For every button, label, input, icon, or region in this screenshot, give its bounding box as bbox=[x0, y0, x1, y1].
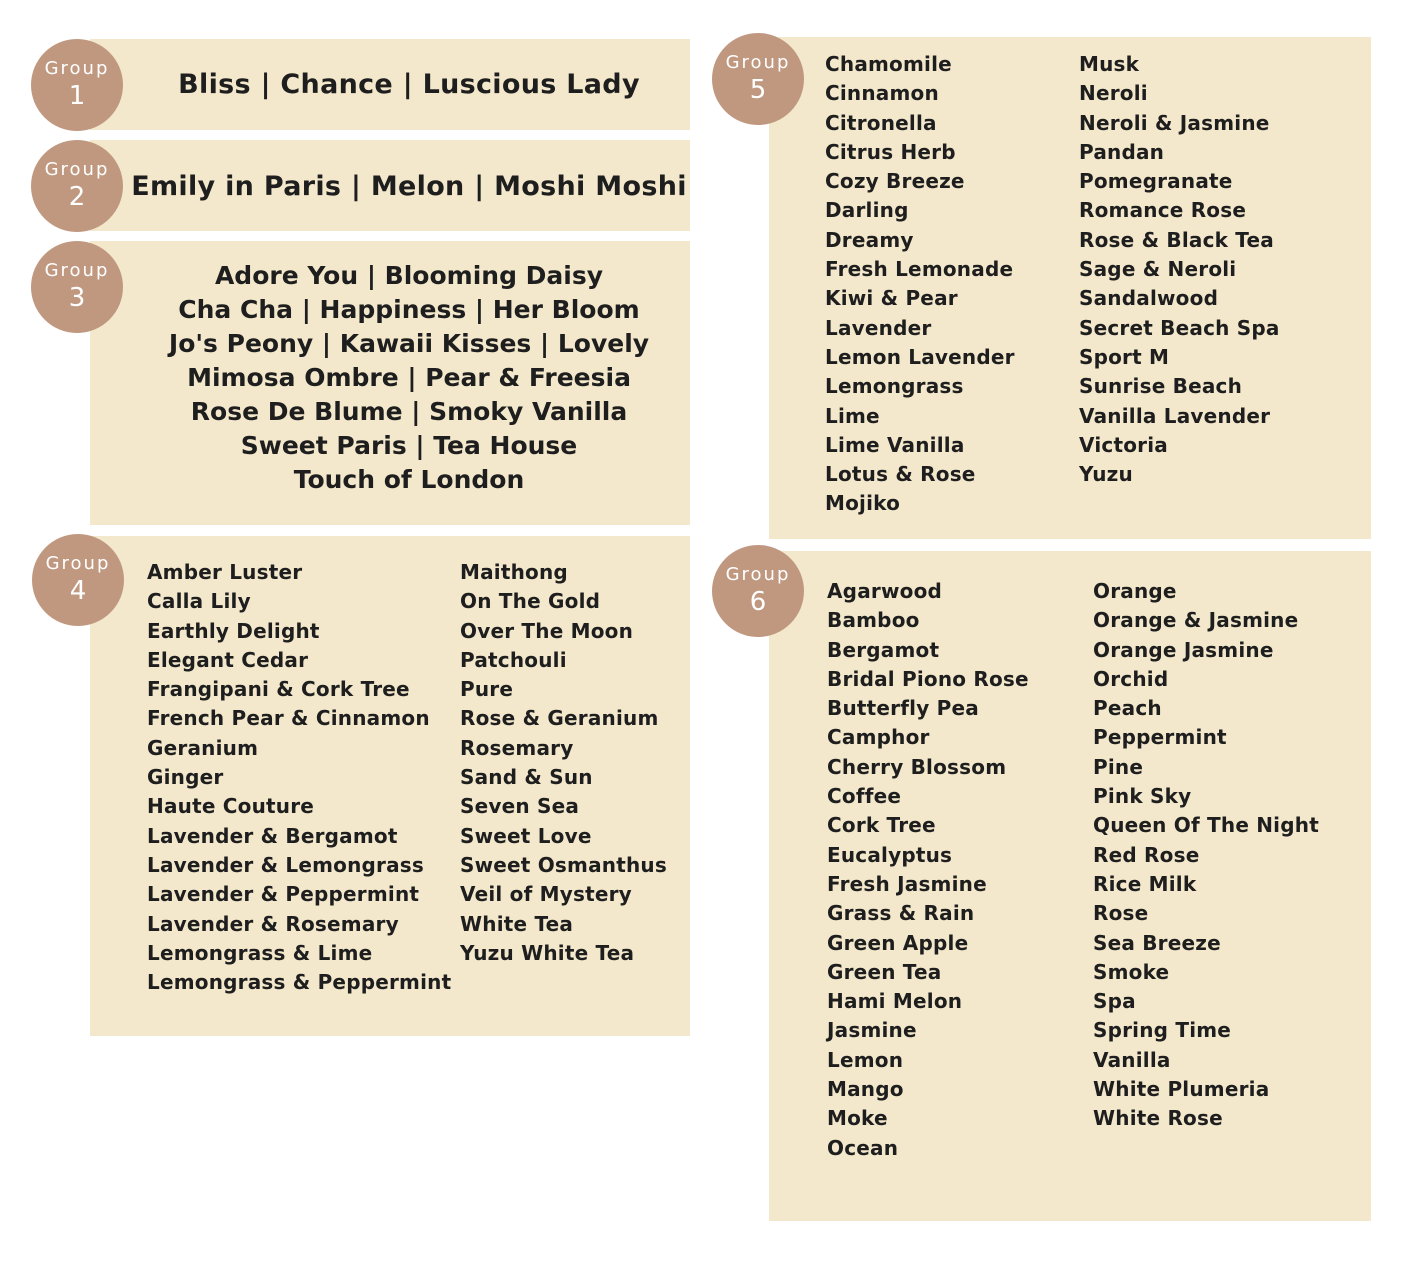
scent-item: Pure bbox=[460, 677, 514, 702]
group-badge-label: Group bbox=[725, 52, 791, 73]
scent-item: Queen Of The Night bbox=[1093, 813, 1319, 838]
scent-item: Peppermint bbox=[1093, 725, 1227, 750]
scent-item: Lavender & Peppermint bbox=[147, 882, 420, 907]
scent-item: Calla Lily bbox=[147, 589, 251, 614]
scent-item: Neroli bbox=[1079, 81, 1148, 106]
group-1-panel bbox=[90, 39, 690, 130]
scent-item: Sandalwood bbox=[1079, 286, 1219, 311]
scent-item: Bergamot bbox=[827, 637, 940, 662]
scent-item: Eucalyptus bbox=[827, 842, 953, 867]
group-3-line: Cha Cha | Happiness | Her Bloom bbox=[178, 295, 640, 324]
scent-item: Fresh Jasmine bbox=[827, 871, 987, 896]
group-4-panel bbox=[90, 536, 690, 1036]
scent-item: Frangipani & Cork Tree bbox=[147, 677, 410, 702]
scent-item: Pink Sky bbox=[1093, 784, 1192, 809]
scent-item: White Rose bbox=[1093, 1106, 1223, 1131]
scent-item: Lemongrass bbox=[825, 374, 964, 399]
group-3-line: Sweet Paris | Tea House bbox=[240, 431, 578, 460]
scent-item: Spring Time bbox=[1093, 1018, 1232, 1043]
scent-item: Sage & Neroli bbox=[1079, 257, 1237, 282]
scent-item: Lavender & Lemongrass bbox=[147, 852, 425, 877]
group-1-names: Bliss | Chance | Luscious Lady bbox=[178, 69, 640, 100]
scent-item: Butterfly Pea bbox=[827, 696, 979, 721]
scent-item: Lemongrass & Lime bbox=[147, 940, 373, 965]
group-3-line: Rose De Blume | Smoky Vanilla bbox=[190, 397, 628, 426]
scent-item: Peach bbox=[1093, 696, 1162, 721]
scent-item: Maithong bbox=[460, 560, 568, 584]
scent-item: Secret Beach Spa bbox=[1079, 315, 1280, 340]
scent-item: Lavender bbox=[825, 315, 932, 340]
group-5-column-1 bbox=[825, 50, 1015, 519]
scent-item: Amber Luster bbox=[147, 560, 303, 584]
group-3-line: Mimosa Ombre | Pear & Freesia bbox=[187, 363, 631, 392]
scent-item: Neroli & Jasmine bbox=[1079, 110, 1270, 135]
scent-item: Seven Sea bbox=[460, 794, 580, 819]
scent-item: Veil of Mystery bbox=[460, 882, 632, 907]
group-3-panel bbox=[90, 241, 690, 525]
group-badge-number: 5 bbox=[749, 75, 767, 105]
group-badge-label: Group bbox=[44, 260, 110, 281]
scent-item: Rose & Geranium bbox=[460, 706, 659, 731]
group-2-names: Emily in Paris | Melon | Moshi Moshi bbox=[131, 171, 687, 202]
scent-item: Green Apple bbox=[827, 930, 969, 955]
scent-item: Darling bbox=[825, 198, 909, 223]
group-badge-number: 3 bbox=[68, 283, 86, 313]
group-badge-number: 2 bbox=[68, 182, 86, 212]
scent-item: Orange bbox=[1093, 579, 1177, 603]
scent-item: White Plumeria bbox=[1093, 1077, 1270, 1102]
scent-item: Sweet Osmanthus bbox=[460, 852, 667, 877]
group-badge-label: Group bbox=[45, 553, 111, 574]
scent-item: Dreamy bbox=[825, 227, 914, 252]
scent-item: Rose & Black Tea bbox=[1079, 227, 1274, 252]
scent-item: Bridal Piono Rose bbox=[827, 666, 1029, 691]
group-4-column-2 bbox=[460, 558, 667, 968]
group-4-badge bbox=[32, 534, 124, 626]
scent-item: Citronella bbox=[825, 110, 937, 135]
scent-item: Lemon Lavender bbox=[825, 344, 1015, 369]
scent-item: Sunrise Beach bbox=[1079, 374, 1243, 399]
scent-item: Kiwi & Pear bbox=[825, 286, 958, 311]
scent-item: Orange Jasmine bbox=[1093, 637, 1274, 662]
scent-item: Vanilla bbox=[1093, 1047, 1171, 1072]
scent-item: Rosemary bbox=[460, 735, 574, 760]
scent-item: Sand & Sun bbox=[460, 765, 593, 790]
group-badge-label: Group bbox=[725, 564, 791, 585]
scent-item: Vanilla Lavender bbox=[1079, 403, 1271, 428]
scent-item: Jasmine bbox=[827, 1018, 917, 1043]
scent-item: Pandan bbox=[1079, 139, 1165, 164]
scent-item: Mango bbox=[827, 1077, 904, 1102]
scent-item: Rice Milk bbox=[1093, 871, 1197, 896]
scent-item: Elegant Cedar bbox=[147, 647, 309, 672]
group-6-badge bbox=[712, 545, 804, 637]
scent-item: Lotus & Rose bbox=[825, 462, 976, 487]
scent-item: Smoke bbox=[1093, 959, 1170, 984]
scent-item: Spa bbox=[1093, 989, 1136, 1014]
group-badge-label: Group bbox=[44, 58, 110, 79]
scent-item: Haute Couture bbox=[147, 794, 315, 819]
group-3-lines bbox=[90, 259, 690, 497]
group-3-badge bbox=[31, 241, 123, 333]
group-5-panel bbox=[769, 37, 1371, 539]
scent-item: Hami Melon bbox=[827, 989, 963, 1014]
scent-item: French Pear & Cinnamon bbox=[147, 706, 430, 731]
scent-item: Pomegranate bbox=[1079, 169, 1233, 194]
group-2-panel bbox=[90, 140, 690, 231]
scent-item: Agarwood bbox=[827, 579, 943, 603]
scent-item: Ocean bbox=[827, 1135, 899, 1160]
group-3-line: Touch of London bbox=[293, 465, 525, 494]
scent-item: Lemon bbox=[827, 1047, 904, 1072]
scent-item: White Tea bbox=[460, 911, 574, 936]
group-6-column-1 bbox=[827, 577, 1029, 1163]
scent-item: Geranium bbox=[147, 735, 259, 760]
scent-item: Coffee bbox=[827, 784, 902, 809]
scent-item: Romance Rose bbox=[1079, 198, 1247, 223]
scent-item: Over The Moon bbox=[460, 618, 634, 643]
scent-item: Sport M bbox=[1079, 344, 1170, 369]
scent-item: Red Rose bbox=[1093, 842, 1200, 867]
scent-item: Ginger bbox=[147, 765, 224, 790]
scent-item: Earthly Delight bbox=[147, 618, 320, 643]
scent-item: Moke bbox=[827, 1106, 888, 1131]
scent-item: Lavender & Bergamot bbox=[147, 823, 398, 848]
scent-item: Yuzu White Tea bbox=[460, 940, 635, 965]
scent-item: Musk bbox=[1079, 52, 1140, 76]
group-5-column-2 bbox=[1079, 50, 1280, 489]
scent-item: Grass & Rain bbox=[827, 901, 975, 926]
scent-item: Yuzu bbox=[1079, 462, 1133, 487]
scent-item: Patchouli bbox=[460, 647, 567, 672]
group-badge-number: 4 bbox=[69, 576, 87, 606]
scent-item: Lemongrass & Peppermint bbox=[147, 970, 452, 995]
scent-item: Camphor bbox=[827, 725, 930, 750]
scent-item: Sweet Love bbox=[460, 823, 592, 848]
scent-item: Cozy Breeze bbox=[825, 169, 965, 194]
scent-item: Bamboo bbox=[827, 608, 920, 633]
scent-item: Rose bbox=[1093, 901, 1149, 926]
scent-item: Cherry Blossom bbox=[827, 754, 1007, 779]
group-6-column-2 bbox=[1093, 577, 1319, 1134]
scent-item: Cinnamon bbox=[825, 81, 939, 106]
scent-item: Mojiko bbox=[825, 491, 901, 516]
scent-item: Chamomile bbox=[825, 52, 952, 76]
scent-item: Sea Breeze bbox=[1093, 930, 1221, 955]
scent-item: Citrus Herb bbox=[825, 139, 956, 164]
scent-item: Pine bbox=[1093, 754, 1144, 779]
scent-item: Fresh Lemonade bbox=[825, 257, 1014, 282]
group-2-badge bbox=[31, 140, 123, 232]
scent-item: Green Tea bbox=[827, 959, 942, 984]
scent-item: Lime bbox=[825, 403, 880, 428]
scent-item: Victoria bbox=[1079, 432, 1168, 457]
group-3-line: Adore You | Blooming Daisy bbox=[214, 261, 604, 290]
group-4-column-1 bbox=[147, 558, 451, 997]
scent-item: Orange & Jasmine bbox=[1093, 608, 1299, 633]
scent-item: Lime Vanilla bbox=[825, 432, 965, 457]
group-6-panel bbox=[769, 551, 1371, 1221]
group-badge-label: Group bbox=[44, 159, 110, 180]
scent-item: Orchid bbox=[1093, 666, 1169, 691]
scent-item: Cork Tree bbox=[827, 813, 936, 838]
group-5-badge bbox=[712, 33, 804, 125]
group-3-line: Jo's Peony | Kawaii Kisses | Lovely bbox=[168, 329, 650, 358]
scent-item: On The Gold bbox=[460, 589, 601, 614]
group-badge-number: 1 bbox=[68, 81, 86, 111]
scent-item: Lavender & Rosemary bbox=[147, 911, 399, 936]
group-badge-number: 6 bbox=[749, 587, 767, 617]
group-1-badge bbox=[31, 39, 123, 131]
